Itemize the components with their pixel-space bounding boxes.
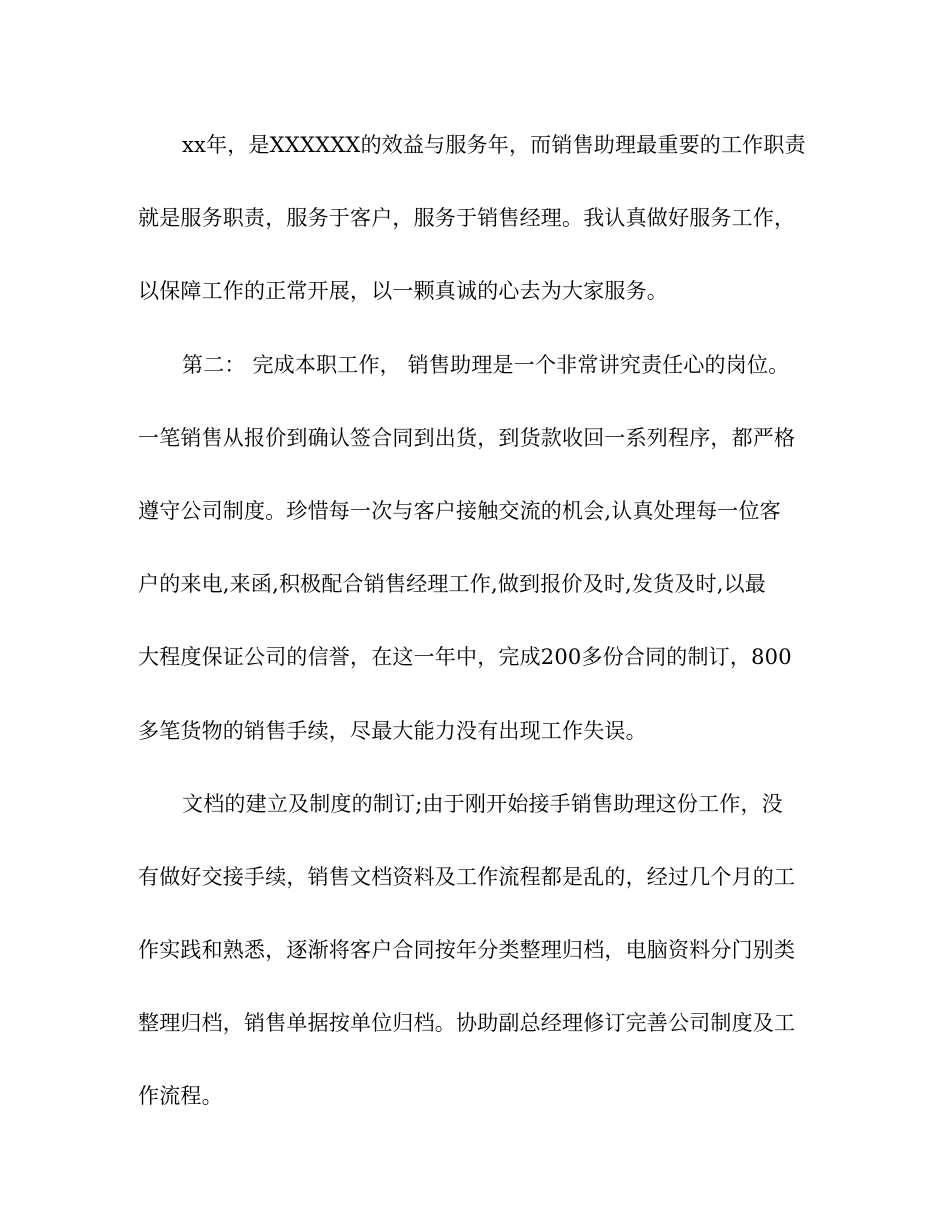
paragraph-line: 作实践和熟悉，逐渐将客户合同按年分类整理归档，电脑资料分门别类 [138, 938, 796, 963]
document-body [138, 125, 828, 1150]
paragraph-line: 遵守公司制度。珍惜每一次与客户接触交流的机会,认真处理每一位客 [138, 498, 781, 523]
paragraph-line: 多笔货物的销售手续，尽最大能力没有出现工作失误。 [138, 718, 647, 743]
paragraph-line: 文档的建立及制度的制订;由于刚开始接手销售助理这份工作，没 [182, 791, 783, 816]
paragraph-line: 第二： 完成本职工作， 销售助理是一个非常讲究责任心的岗位。 [182, 352, 790, 377]
paragraph-line: 大程度保证公司的信誉，在这一年中，完成200多份合同的制订，800 [138, 645, 792, 670]
paragraph-line: 作流程。 [138, 1084, 223, 1109]
paragraph-line: 就是服务职责，服务于客户，服务于销售经理。我认真做好服务工作， [138, 206, 796, 231]
paragraph-line: xx年，是XXXXXX的效益与服务年，而销售助理最重要的工作职责 [182, 133, 806, 157]
paragraph-line: 整理归档，销售单据按单位归档。协助副总经理修订完善公司制度及工 [138, 1011, 796, 1036]
paragraph-line: 有做好交接手续，销售文档资料及工作流程都是乱的，经过几个月的工 [138, 864, 796, 889]
paragraph-line: 一笔销售从报价到确认签合同到出货，到货款收回一系列程序，都严格 [138, 425, 796, 450]
paragraph-line: 以保障工作的正常开展，以一颗真诚的心去为大家服务。 [138, 279, 668, 304]
paragraph-line: 户的来电,来函,积极配合销售经理工作,做到报价及时,发货及时,以最 [138, 572, 766, 597]
